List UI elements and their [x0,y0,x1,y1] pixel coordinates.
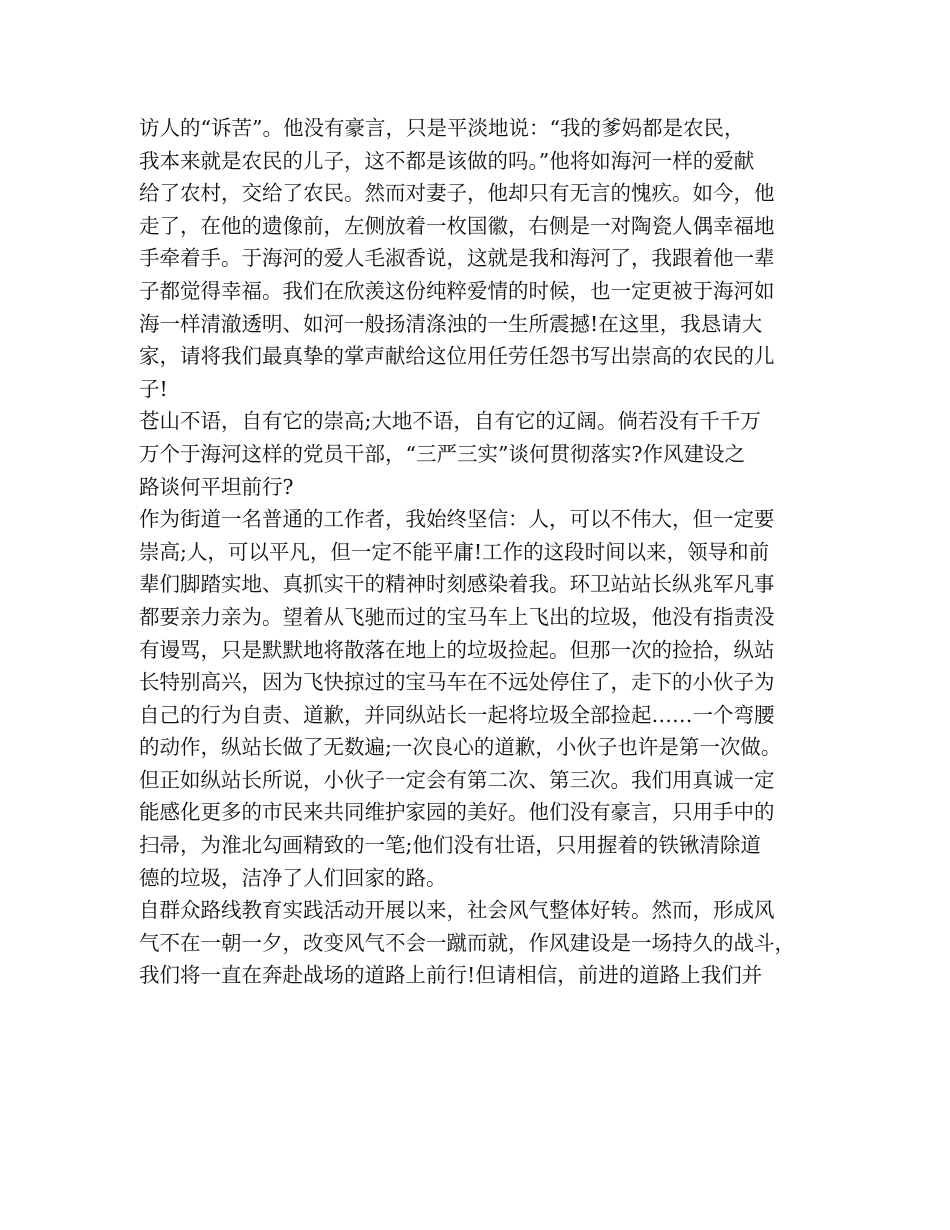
text-line: 海一样清澈透明、如河一般扬清涤浊的一生所震撼!在这里，我恳请大 [139,311,763,336]
text-line: 长特别高兴，因为飞快掠过的宝马车在不远处停住了，走下的小伙子为 [139,670,775,695]
text-line: 辈们脚踏实地、真抓实干的精神时刻感染着我。环卫站站长纵兆军凡事 [139,572,775,597]
text-line: 扫帚，为淮北勾画精致的一笔;他们没有壮语，只用握着的铁锹清除道 [139,833,761,858]
text-line: 自群众路线教育实践活动开展以来，社会风气整体好转。然而，形成风 [139,898,775,923]
text-line: 子! [139,376,168,401]
text-line: 崇高;人，可以平凡，但一定不能平庸!工作的这段时间以来，领导和前 [139,539,770,564]
text-line: 家，请将我们最真挚的掌声献给这位用任劳任怨书写出崇高的农民的儿 [139,344,775,369]
text-line: 气不在一朝一夕，改变风气不会一蹴而就，作风建设是一场持久的战斗， [139,930,795,955]
text-line: 能感化更多的市民来共同维护家园的美好。他们没有豪言，只用手中的 [139,800,775,825]
text-line: 子都觉得幸福。我们在欣羡这份纯粹爱情的时候，也一定更被于海河如 [139,278,775,303]
text-line: 给了农村，交给了农民。然而对妻子，他却只有无言的愧疚。如今，他 [139,181,775,206]
text-line: 德的垃圾，洁净了人们回家的路。 [139,865,447,890]
text-line: 自己的行为自责、道歉，并同纵站长一起将垃圾全部捡起……一个弯腰 [139,702,775,727]
text-line: 路谈何平坦前行? [139,474,294,499]
text-line: 走了，在他的遗像前，左侧放着一枚国徽，右侧是一对陶瓷人偶幸福地 [139,213,775,238]
text-line: 万个于海河这样的党员干部，“三严三实”谈何贯彻落实?作风建设之 [139,441,745,466]
text-line: 手牵着手。于海河的爱人毛淑香说，这就是我和海河了，我跟着他一辈 [139,246,775,271]
text-line: 我们将一直在奔赴战场的道路上前行!但请相信，前进的道路上我们并 [139,963,763,988]
text-line: 有谩骂，只是默默地将散落在地上的垃圾捡起。但那一次的捡拾，纵站 [139,637,775,662]
text-line: 我本来就是农民的儿子，这不都是该做的吗。”他将如海河一样的爱献 [139,148,755,173]
text-line: 作为街道一名普通的工作者，我始终坚信：人，可以不伟大，但一定要 [139,507,775,532]
text-line: 苍山不语，自有它的崇高;大地不语，自有它的辽阔。倘若没有千千万 [139,409,761,434]
text-line: 的动作，纵站长做了无数遍;一次良心的道歉，小伙子也许是第一次做。 [139,735,782,760]
text-line: 访人的“诉苦”。他没有豪言，只是平淡地说：“我的爹妈都是农民， [139,116,745,140]
text-line: 但正如纵站长所说，小伙子一定会有第二次、第三次。我们用真诚一定 [139,767,775,792]
document-body-text [139,112,829,992]
text-line: 都要亲力亲为。望着从飞驰而过的宝马车上飞出的垃圾，他没有指责没 [139,604,775,629]
